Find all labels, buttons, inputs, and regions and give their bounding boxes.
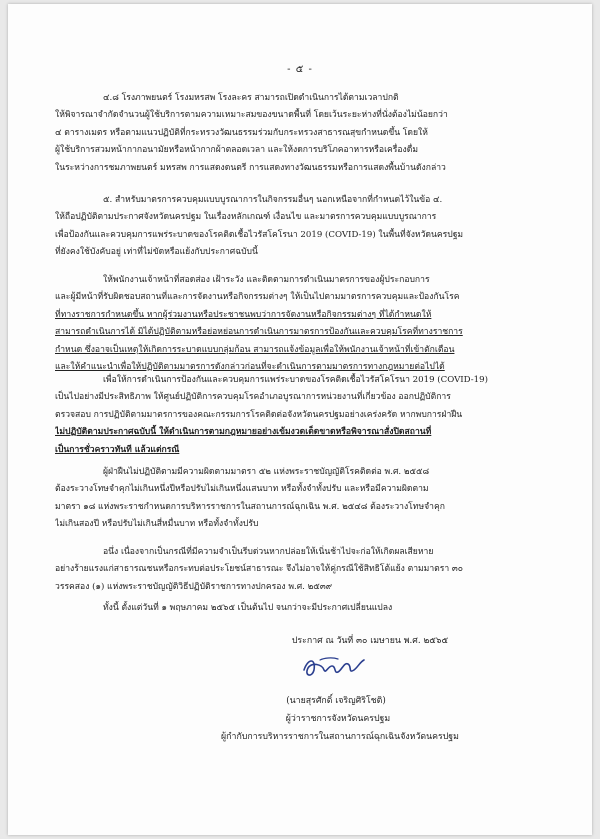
text-line: เพื่อป้องกันและควบคุมการแพร่ระบาดของโรคติดเชื้อไวรัสโคโรนา 2019 (COVID-19) ในพื้นที่จังหวัดนครปฐม [55, 229, 464, 240]
text-line: ในระหว่างการชมภาพยนตร์ มหรสพ การแสดงดนตรี การแสดงทางวัฒนธรรมหรือการแสดงพื้นบ้านดังกล่าว [55, 162, 446, 173]
text-line: อย่างร้ายแรงแก่สาธารณชนหรือกระทบต่อประโยชน์สาธารณะ จึงไม่อาจให้คู่กรณีใช้สิทธิโต้แย้ง ตามมาตรา ๓๐ [55, 564, 464, 575]
text-line: ต้องระวางโทษจำคุกไม่เกินหนึ่งปีหรือปรับไม่เกินหนึ่งแสนบาท หรือทั้งจำทั้งปรับ และหรือมีความผิดตาม [55, 484, 429, 495]
text-line: ตรวจสอบ การปฏิบัติตามมาตรการของคณะกรรมการโรคติดต่อจังหวัดนครปฐมอย่างเคร่งครัด หากพบการฝ่าฝืน [55, 409, 463, 420]
text-line: ผู้ใช้บริการสวมหน้ากากอนามัยหรือหน้ากากผ้าตลอดเวลา และให้งดการบริโภคอาหารหรือเครื่องดื่ม [55, 145, 418, 156]
text-line: ไม่เกินสองปี หรือปรับไม่เกินสี่หมื่นบาท หรือทั้งจำทั้งปรับ [55, 519, 259, 530]
text-line-underlined: ที่ทางราชการกำหนดขึ้น หากผู้ร่วมงานหรือประชาชนพบว่าการจัดงานหรือกิจกรรมต่างๆ ที่ได้กำหนดให้ [55, 309, 432, 320]
text-line: อนึ่ง เนื่องจากเป็นกรณีที่มีความจำเป็นรีบด่วนหากปล่อยให้เนิ่นช้าไปจะก่อให้เกิดผลเสียหาย [103, 547, 434, 557]
text-line: ๕. สำหรับมาตรการควบคุมแบบบูรณาการในกิจกรรมอื่นๆ นอกเหนือจากที่กำหนดไว้ในข้อ ๔. [103, 195, 443, 205]
text-line: และผู้มีหน้าที่รับผิดชอบสถานที่และการจัดงานหรือกิจกรรมต่างๆ ให้เป็นไปตามมาตรการควบคุมและป้องกันโรค [55, 292, 460, 303]
paragraph-officials [55, 272, 567, 376]
text-line: ผู้ฝ่าฝืนไม่ปฏิบัติตามมีความผิดตามมาตรา ๕๒ แห่งพระราชบัญญัติโรคติดต่อ พ.ศ. ๒๕๕๘ [103, 467, 430, 477]
text-line: ให้พนักงานเจ้าหน้าที่สอดส่อง เฝ้าระวัง และติดตามการดำเนินมาตรการของผู้ประกอบการ [103, 275, 430, 285]
text-line: เพื่อให้การดำเนินการป้องกันและควบคุมการแพร่ระบาดของโรคติดเชื้อไวรัสโคโรนา 2019 (COVID-19) [103, 375, 488, 385]
text-line: ๔.๘ โรงภาพยนตร์ โรงมหรสพ โรงละคร สามารถเปิดดำเนินการได้ตามเวลาปกติ [103, 93, 399, 103]
text-line: ให้ถือปฏิบัติตามประกาศจังหวัดนครปฐม ในเรื่องหลักเกณฑ์ เงื่อนไข และมาตรการควบคุมแบบบูรณาการ [55, 212, 437, 223]
effective-date [55, 600, 567, 617]
text-line: ๔ ตารางเมตร หรือตามแนวปฏิบัติที่กระทรวงวัฒนธรรมร่วมกับกระทรวงสาธารณสุขกำหนดขึ้น โดยให้ [55, 127, 428, 138]
page-number: - ๕ - [287, 64, 313, 75]
signature-image [298, 652, 368, 682]
text-line: ที่ยังคงใช้บังคับอยู่ เท่าที่ไม่ขัดหรือแย้งกับประกาศฉบับนี้ [55, 247, 258, 258]
document-page [8, 4, 592, 835]
paragraph-penalty [55, 464, 567, 534]
text-line: วรรคสอง (๑) แห่งพระราชบัญญัติวิธีปฏิบัติราชการทางปกครอง พ.ศ. ๒๕๓๙ [55, 581, 332, 592]
text-line: มาตรา ๑๘ แห่งพระราชกำหนดการบริหารราชการในสถานการณ์ฉุกเฉิน พ.ศ. ๒๕๔๘ ต้องระวางโทษจำคุก [55, 501, 445, 512]
text-line: ทั้งนี้ ตั้งแต่วันที่ ๑ พฤษภาคม ๒๕๖๕ เป็นต้นไป จนกว่าจะมีประกาศเปลี่ยนแปลง [103, 603, 393, 613]
signer-title: ผู้ว่าราชการจังหวัดนครปฐม [285, 714, 391, 724]
paragraph-urgency [55, 544, 567, 596]
paragraph-4-8 [55, 90, 567, 177]
signer-role: ผู้กำกับการบริหารราชการในสถานการณ์ฉุกเฉินจังหวัดนครปฐม [221, 732, 459, 742]
text-line: เป็นไปอย่างมีประสิทธิภาพ ให้ศูนย์ปฏิบัติการควบคุมโรคอำเภอบูรณาการหน่วยงานที่เกี่ยวข้อง ออกปฏิบัติการ [55, 392, 451, 403]
paragraph-enforcement [55, 372, 567, 459]
text-line-underlined: เป็นการชั่วคราวทันที แล้วแต่กรณี [55, 444, 180, 455]
text-line: ให้พิจารณาจำกัดจำนวนผู้ใช้บริการตามความเหมาะสมของขนาดพื้นที่ โดยเว้นระยะห่างที่นั่งต้องไม่น้อยกว่า [55, 110, 448, 121]
paragraph-5 [55, 192, 567, 262]
signer-name: (นายสุรศักดิ์ เจริญศิริโชติ) [286, 696, 386, 706]
text-line-underlined: ไม่ปฏิบัติตามประกาศฉบับนี้ ให้ดำเนินการตามกฎหมายอย่างเข้มงวดเด็ดขาดหรือพิจารณาสั่งปิดสถานที่ [55, 427, 432, 438]
text-line-underlined: สามารถดำเนินการได้ มิได้ปฏิบัติตามหรือย่อหย่อนการดำเนินการมาตรการป้องกันและควบคุมโรคที่ทางราชการ [55, 327, 463, 338]
announcement-date: ประกาศ ณ วันที่ ๓๐ เมษายน พ.ศ. ๒๕๖๕ [291, 636, 449, 646]
text-line-underlined: กำหนด ซึ่งอาจเป็นเหตุให้เกิดการระบาดแบบกลุ่มก้อน สามารถแจ้งข้อมูลเพื่อให้พนักงานเจ้าหน้าที่เข้าตักเตือน [55, 344, 455, 355]
text-line-underlined: และให้คำแนะนำเพื่อให้ปฏิบัติตามมาตรการดังกล่าวก่อนที่จะดำเนินการตามมาตรการทางกฎหมายต่อไปได้ [55, 362, 445, 373]
